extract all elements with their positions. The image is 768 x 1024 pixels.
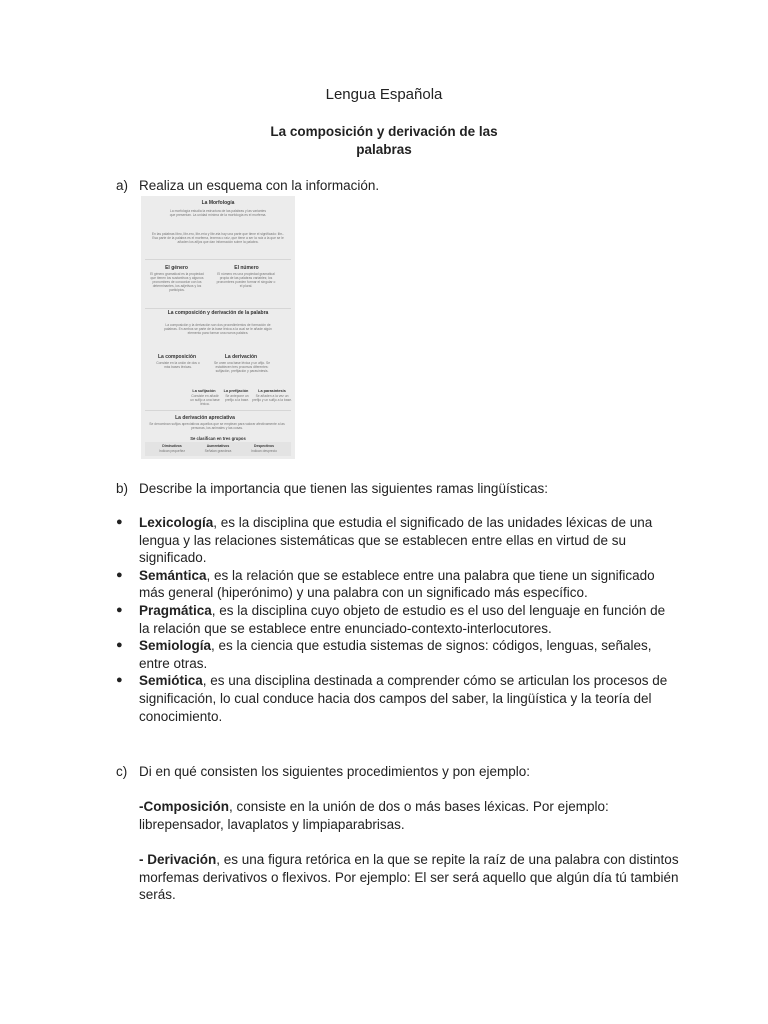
subtitle-line-1: La composición y derivación de las bbox=[270, 124, 498, 139]
scheme-text-parasintesis: Se añaden a la vez un prefijo y un sufijo a la base. bbox=[252, 394, 292, 402]
list-item bbox=[116, 567, 676, 602]
scheme-text-composicion: Consiste en la unión de dos o más bases léxicas. bbox=[156, 361, 200, 369]
scheme-text-genero: El género gramatical es la propiedad que tienen los sustantivos y algunos pronombres de concordar con los determinantes, los adjetivos y los participios. bbox=[150, 272, 204, 292]
procedure-description: , es una figura retórica en la que se repite la raíz de una palabra con distintos morfemas derivativos o flexivos. Por ejemplo: El ser será aquello que algún día tú también serás. bbox=[139, 852, 679, 903]
procedure-term: -Composición bbox=[139, 799, 229, 814]
scheme-separator bbox=[145, 259, 291, 260]
scheme-heading-sufijacion: La sufijación bbox=[192, 389, 216, 393]
bullet-icon: ● bbox=[116, 568, 123, 581]
question-a-letter: a) bbox=[116, 178, 129, 193]
scheme-heading-prefijacion: La prefijación bbox=[223, 389, 249, 393]
scheme-text-morfema: En las palabras libro, libr-ero, libr-ería y libr-eta hay una parte que tiene el significado: libr-. Esa parte de la palabra es el morfema, lexema o raíz, que tiene a ser la raíz a la que se le añaden los afijos que dan información sobre la palabra. bbox=[151, 232, 285, 244]
scheme-heading-apreciativa: La derivación apreciativa bbox=[175, 415, 235, 421]
question-c-letter: c) bbox=[116, 764, 128, 779]
question-a bbox=[116, 177, 379, 195]
document-subtitle bbox=[234, 123, 534, 159]
branches-list bbox=[116, 514, 676, 725]
procedure-description: , consiste en la unión de dos o más bases léxicas. Por ejemplo: librepensador, lavaplatos y limpiaparabrisas. bbox=[139, 799, 609, 832]
scheme-heading-derivacion: La derivación bbox=[224, 354, 258, 360]
scheme-group-aumentativos-text: Señalan grandeza bbox=[204, 449, 232, 453]
branch-description: , es la disciplina cuyo objeto de estudio es el uso del lenguaje en función de la relación que se establece entre enunciado-contexto-interlocutores. bbox=[139, 602, 666, 636]
branch-term: Semántica bbox=[139, 567, 207, 583]
scheme-heading-morfologia: La Morfología bbox=[201, 200, 235, 206]
list-item bbox=[116, 672, 676, 725]
scheme-text-numero: El número es una propiedad gramatical propia de las palabras variables; los pronombres pueden formar el singular o el plural. bbox=[216, 272, 276, 288]
branch-description: , es una disciplina destinada a comprender cómo se articulan los procesos de significación, lo cual conduce hacia dos campos del saber, la lingüística y la teoría del conocimiento. bbox=[139, 673, 668, 724]
question-c bbox=[116, 763, 530, 781]
subtitle-line-2: palabras bbox=[356, 142, 412, 157]
question-a-text: Realiza un esquema con la información. bbox=[139, 178, 380, 193]
scheme-image bbox=[141, 196, 295, 459]
question-c-text: Di en qué consisten los siguientes procedimientos y pon ejemplo: bbox=[139, 764, 530, 779]
bullet-icon: ● bbox=[116, 674, 123, 687]
branch-description: , es la ciencia que estudia sistemas de signos: códigos, lenguas, señales, entre otras. bbox=[139, 638, 652, 671]
scheme-text-sufijacion: Consiste en añadir un sufijo a una base léxica. bbox=[190, 394, 220, 406]
scheme-heading-parasintesis: La parasíntesis bbox=[258, 389, 286, 393]
bullet-icon: ● bbox=[116, 603, 123, 616]
question-b-text: Describe la importancia que tienen las siguientes ramas lingüísticas: bbox=[139, 481, 548, 496]
scheme-group-diminutivos-text: Indican pequeñez bbox=[158, 449, 186, 453]
scheme-heading-composicion-derivacion: La composición y derivación de la palabra bbox=[167, 310, 269, 316]
scheme-separator bbox=[145, 410, 291, 411]
branch-term: Pragmática bbox=[139, 602, 212, 618]
document-title: Lengua Española bbox=[325, 86, 443, 103]
procedure-composicion bbox=[139, 798, 679, 833]
scheme-text-morfologia: La morfología estudia la estructura de las palabras y las variantes que presentan. La unidad mínima de la morfología es el morfema. bbox=[169, 209, 267, 217]
scheme-heading-genero: El género bbox=[165, 265, 188, 271]
branch-term: Semiología bbox=[139, 638, 212, 654]
scheme-text-derivacion: Se unen una base léxica y un afijo. Se establecen tres procesos diferentes: sufijación, prefijación y parasíntesis. bbox=[213, 361, 271, 373]
scheme-separator bbox=[145, 308, 291, 309]
branch-description: , es la relación que se establece entre una palabra que tiene un significado más general (hiperónimo) y una palabra con un significado más específico. bbox=[139, 567, 655, 601]
scheme-group-despectivos: Despectivos bbox=[254, 444, 274, 448]
question-b-letter: b) bbox=[116, 481, 129, 496]
list-item bbox=[116, 514, 676, 567]
question-b bbox=[116, 480, 548, 498]
scheme-group-diminutivos: Diminutivos bbox=[162, 444, 182, 448]
list-item bbox=[116, 637, 676, 672]
branch-term: Lexicología bbox=[139, 515, 214, 530]
list-item bbox=[116, 602, 676, 637]
scheme-group-aumentativos: Aumentativos bbox=[206, 444, 230, 448]
scheme-heading-composicion: La composición bbox=[157, 354, 197, 360]
scheme-text-composicion-derivacion: La composición y la derivación son dos procedimientos de formación de palabras. En ambos se parte de la base léxica a la cual se le añade algún elemento para formar una nueva palabra. bbox=[164, 323, 272, 335]
branch-term: Semiótica bbox=[139, 673, 203, 689]
branch-description: , es la disciplina que estudia el significado de las unidades léxicas de una lengua y las relaciones sistemáticas que se establecen entre ellas en virtud de su significado. bbox=[139, 515, 653, 566]
procedure-derivacion bbox=[139, 851, 679, 904]
bullet-icon: ● bbox=[116, 639, 123, 652]
scheme-text-apreciativa: Se denominan sufijos apreciativos aquellos que se emplean para valorar afectivamente a las personas, los animales y las cosas. bbox=[149, 422, 285, 430]
procedure-term: - Derivación bbox=[139, 852, 217, 867]
scheme-text-prefijacion: Se antepone un prefijo a la base. bbox=[224, 394, 250, 402]
scheme-heading-numero: El número bbox=[234, 265, 259, 271]
bullet-icon: ● bbox=[116, 516, 123, 528]
scheme-group-despectivos-text: Indican desprecio bbox=[251, 449, 277, 453]
scheme-heading-grupos: Se clasifican en tres grupos bbox=[190, 436, 246, 441]
